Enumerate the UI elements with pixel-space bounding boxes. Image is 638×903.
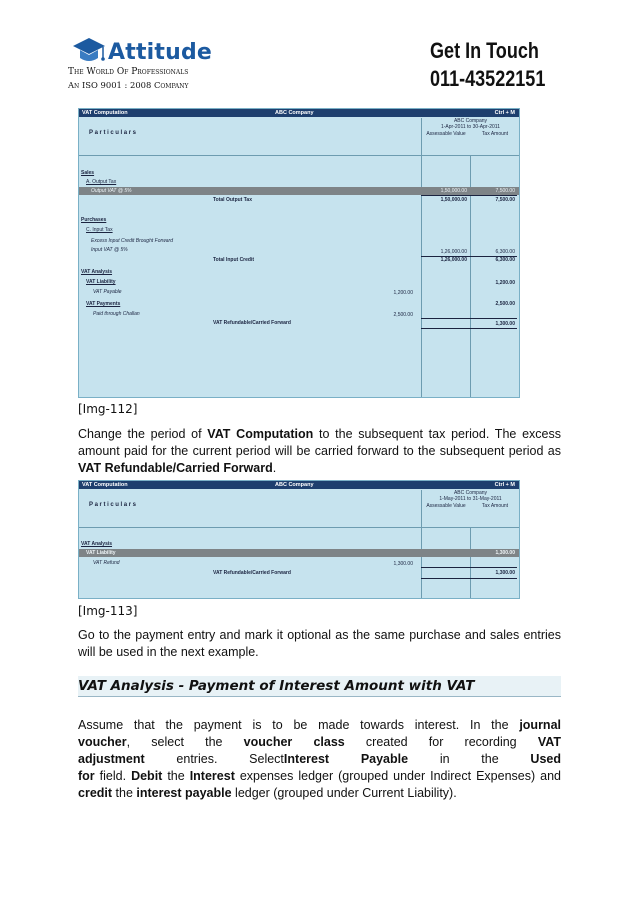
screen-column-header	[79, 117, 519, 156]
period-header	[421, 118, 519, 155]
bold-term: VAT	[537, 735, 561, 749]
paragraph-interest-payment	[78, 717, 561, 802]
text: in the	[408, 752, 531, 766]
text: Assume that the payment is to be made towards interest. In the	[78, 718, 520, 732]
period-range: 1-May-2011 to 31-May-2011	[439, 496, 502, 502]
vat-payments-amount: 2,500.00	[495, 301, 515, 307]
text: entries. Select	[144, 752, 284, 766]
contact-phone[interactable]: 011-43522151	[430, 66, 546, 91]
vat-refund-amount: 1,300.00	[393, 561, 413, 567]
screen-title: VAT Computation	[82, 110, 128, 116]
paragraph-change-period	[78, 426, 561, 477]
contact-label: Get In Touch	[430, 38, 539, 63]
screen-company: ABC Company	[275, 110, 314, 116]
row-vat-refund[interactable]: VAT Refund	[93, 560, 120, 566]
text: expenses ledger (grouped under Indirect Expenses) and	[234, 769, 561, 783]
output-vat-value: 1,50,000.00	[440, 188, 467, 194]
text: ledger (grouped under Current Liability).	[231, 786, 457, 800]
caption-img-112: [Img-112]	[78, 402, 138, 416]
bold-term: VAT Computation	[207, 427, 314, 441]
paragraph-payment-entry: Go to the payment entry and mark it optional as the same purchase and sales entries will be used in the next example.	[78, 628, 561, 659]
paid-challan-amount: 2,500.00	[393, 312, 413, 318]
text-line	[78, 717, 561, 734]
row-input-vat[interactable]: Input VAT @ 5%	[91, 247, 128, 253]
row-vat-payments[interactable]: VAT Payments	[86, 301, 121, 307]
text: the	[162, 769, 190, 783]
text: to the subsequent tax period. The excess amount paid for the current period will be carried forward to the subsequent period as	[78, 427, 561, 458]
total-rule	[421, 578, 517, 579]
col-tax-amount: Tax Amount	[481, 503, 509, 509]
text: field.	[94, 769, 132, 783]
row-vat-analysis[interactable]: VAT Analysis	[81, 541, 113, 547]
logo-wordmark: Attitude	[108, 40, 213, 65]
total-input-value: 1,26,000.00	[440, 257, 467, 263]
bold-term: Interest Payable	[283, 752, 409, 766]
logo-tagline: The World Of Professionals	[68, 67, 189, 77]
text-line	[78, 751, 561, 768]
total-rule	[421, 328, 517, 329]
row-vat-analysis[interactable]: VAT Analysis	[81, 269, 113, 275]
output-vat-tax: 7,500.00	[495, 188, 515, 194]
period-range: 1-Apr-2011 to 30-Apr-2011	[440, 124, 501, 130]
vat-liability-amount: 1,200.00	[495, 280, 515, 286]
period-company: ABC Company	[453, 490, 488, 496]
text: created for recording	[344, 735, 538, 749]
text: Change the period of	[78, 427, 208, 441]
bold-term: Debit	[131, 769, 163, 783]
company-logo	[68, 36, 218, 96]
graduation-cap-icon	[72, 36, 106, 66]
vat-computation-screen-2	[78, 480, 520, 599]
text-line	[78, 734, 561, 751]
row-purchases[interactable]: Purchases	[81, 217, 107, 223]
screen-shortcut: Ctrl + M	[494, 110, 515, 116]
logo-iso: An ISO 9001 : 2008 Company	[68, 80, 189, 90]
screen-title-bar	[79, 481, 519, 489]
vat-payable-amount: 1,200.00	[393, 290, 413, 296]
row-vat-payable[interactable]: VAT Payable	[93, 289, 122, 295]
total-rule	[421, 567, 517, 568]
row-paid-through-challan[interactable]: Paid through Challan	[93, 311, 140, 317]
column-divider	[470, 527, 471, 598]
particulars-heading: Particulars	[89, 130, 138, 136]
screen-title: VAT Computation	[82, 482, 128, 488]
col-tax-amount: Tax Amount	[481, 131, 509, 137]
bold-term: voucher	[78, 735, 127, 749]
total-input-tax: 6,300.00	[495, 257, 515, 263]
input-vat-tax: 6,300.00	[495, 249, 515, 255]
period-company: ABC Company	[453, 118, 488, 124]
caption-img-113: [Img-113]	[78, 604, 138, 618]
col-assessable-value: Assessable Value	[426, 503, 466, 509]
text: , select the	[126, 735, 244, 749]
bold-term: voucher class	[243, 735, 345, 749]
row-sales[interactable]: Sales	[81, 170, 95, 176]
row-total-output-tax: Total Output Tax	[213, 197, 252, 203]
refundable-amount: 1,300.00	[495, 321, 515, 327]
row-vat-refundable: VAT Refundable/Carried Forward	[213, 320, 291, 326]
vat-computation-screen-1	[78, 108, 520, 398]
bold-term: for	[78, 769, 95, 783]
col-assessable-value: Assessable Value	[426, 131, 466, 137]
input-vat-value: 1,26,000.00	[440, 249, 467, 255]
row-input-tax[interactable]: C. Input Tax	[86, 227, 113, 233]
screen-company: ABC Company	[275, 482, 314, 488]
total-output-tax: 7,500.00	[495, 197, 515, 203]
total-rule	[421, 195, 517, 196]
row-vat-liability[interactable]: VAT Liability	[86, 279, 116, 285]
refundable-amount: 1,300.00	[495, 570, 515, 576]
particulars-heading: Particulars	[89, 502, 138, 508]
column-divider	[421, 527, 422, 598]
row-vat-liability: VAT Liability	[86, 550, 116, 556]
bold-term: adjustment	[78, 752, 145, 766]
row-total-input-credit: Total Input Credit	[213, 257, 255, 263]
row-output-tax[interactable]: A. Output Tax	[86, 179, 117, 185]
total-rule	[421, 318, 517, 319]
bold-term: interest payable	[136, 786, 232, 800]
text: the	[112, 786, 137, 800]
text-line	[78, 768, 561, 802]
screen-shortcut: Ctrl + M	[494, 482, 515, 488]
bold-term: Used	[530, 752, 561, 766]
screen-column-header	[79, 489, 519, 528]
bold-term: credit	[78, 786, 113, 800]
period-header	[421, 490, 519, 527]
screen-title-bar	[79, 109, 519, 117]
row-vat-refundable: VAT Refundable/Carried Forward	[213, 570, 291, 576]
bold-term: VAT Refundable/Carried Forward	[78, 461, 273, 475]
text: .	[272, 461, 277, 475]
row-output-vat-selected[interactable]	[79, 187, 519, 195]
row-vat-liability-selected[interactable]	[79, 549, 519, 557]
total-output-value: 1,50,000.00	[440, 197, 467, 203]
vat-liability-amount: 1,300.00	[495, 550, 515, 556]
bold-term: Interest	[189, 769, 235, 783]
contact-block	[430, 38, 580, 92]
section-heading: VAT Analysis - Payment of Interest Amount with VAT	[78, 676, 561, 697]
bold-term: journal	[519, 718, 561, 732]
row-excess-input[interactable]: Excess Input Credit Brought Forward	[91, 238, 173, 244]
row-output-vat: Output VAT @ 5%	[91, 188, 132, 194]
